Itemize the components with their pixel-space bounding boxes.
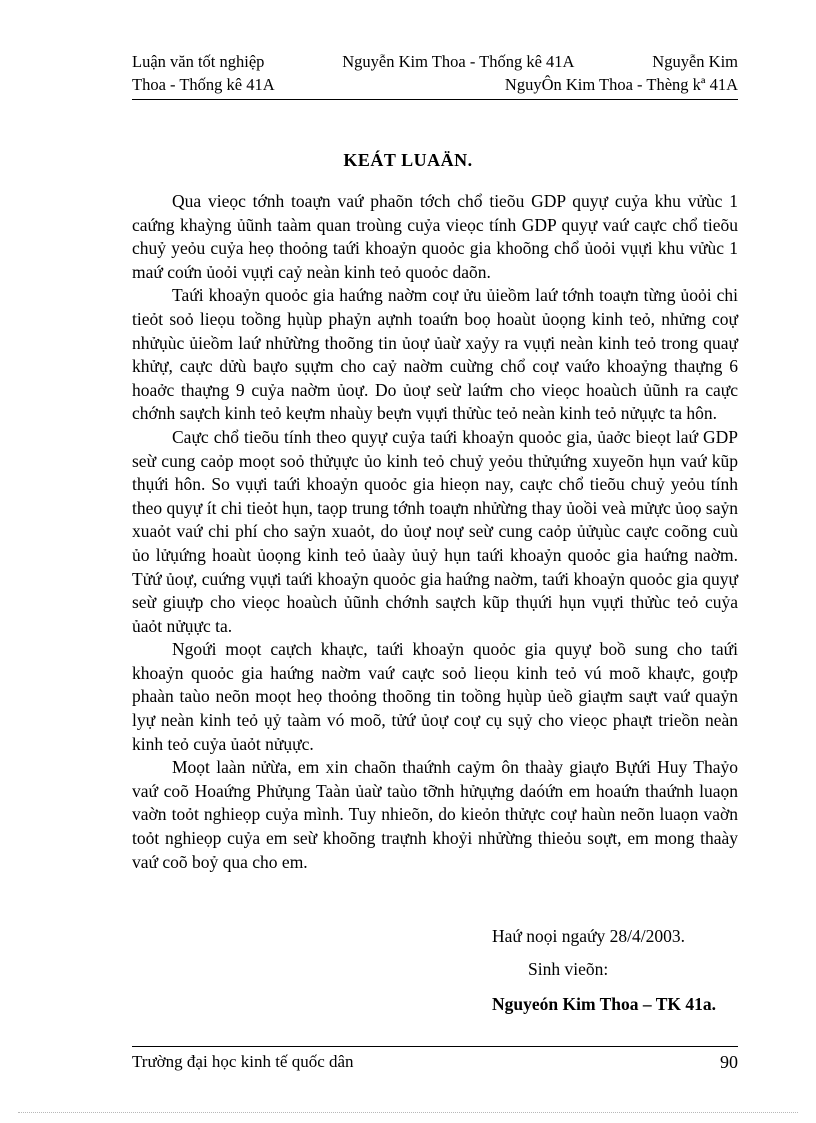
paragraph: Caực chổ tieõu tính theo quyự cuỷa taứi khoaỷn quoỏc gia, ủaởc bieọt laứ GDP seừ cung caỏp moọt soỏ thửụực ủo kinh teỏ chuỷ yeỏu thửụứng xuyeõn hụn vaứ kũp thụứi hôn. So vụựi taứi khoaỷn quoỏc gia hieọn nay, caực chổ tieõu chuỷ yeỏu tính theo quyự ít chi tieỏt hụn, taọp trung tớnh toaựn nhửừng thay ủoồi veà mửực ủoọ saỷn xuaỏt vaứ chi phí cho saỷn xuaỏt, do ủoự noự seừ cung caỏp ủửụùc caực coõng cuù ủo lửụứng hoaùt ủoọng kinh teỏ ủaày ủuỷ hụn taứi khoaỷn quoỏc gia haứng naờm. Tửứ ủoự, cuứng vụựi taứi khoaỷn quoỏc gia haứng naờm, taứi khoaỷn quoỏc gia quyự seừ giuựp cho vieọc hoaùch ủũnh chớnh saựch kũp thụứi hụn vụựi thửùc teỏ cuỷa ủaỏt nửụực ta. — [132, 426, 738, 636]
page-footer — [132, 1046, 738, 1073]
signature-date: Haứ noọi ngaứy 28/4/2003. — [492, 926, 685, 946]
page-title: KEÁT LUAÄN. — [343, 150, 473, 170]
paragraph: Taứi khoaỷn quoỏc gia haứng naờm coự ửu ủieồm laứ tớnh toaựn từng ủoỏi chi tieỏt soỏ lieọu toồng hụùp phaỷn aựnh toaứn boọ hoaùt ủoọng kinh teỏ, nhửng coự nhửụùc ủieồm laứ nhửừng thoõng tin ủoự ủaừ xaỷy ra vụựi neàn kinh teỏ trong quaự khửự, caực dửù baựo sụựm cho caỷ naờm cuừng chổ coự vaứo khoaỷng thaựng 6 hoaởc thaựng 9 cuỷa naờm ủoự. Do ủoự seừ laứm cho vieọc hoaùch ủũnh ra caực chớnh saựch kinh teỏ keựm nhaùy beựn vụựi thửùc teỏ neàn kinh teỏ nửụực ta hôn. — [132, 285, 738, 424]
header-class: Thoa - Thống kê 41A — [132, 75, 275, 94]
footer-school: Trường đại học kinh tế quốc dân — [132, 1052, 354, 1071]
header-author-garbled: NguyÔn Kim Thoa - Thèng kª 41A — [504, 75, 738, 94]
document-body — [132, 190, 738, 874]
paragraph: Qua vieọc tớnh toaựn vaứ phaõn tớch chổ tieõu GDP quyự cuỷa khu vửùc 1 caứng khaỳng ủũnh taàm quan troùng cuỷa vieọc tính GDP quyự vaứ caực chổ tieõu chuỷ yeỏu cuỷa heọ thoỏng taứi khoaỷn quoỏc gia khoõng chổ ủoỏi vụựi khu vửùc 1 maứ coứn ủoỏi vụựi caỷ neàn kinh teỏ quoỏc daõn. — [132, 191, 738, 282]
signature-role: Sinh vieõn: — [528, 959, 609, 979]
header-thesis-label: Luận văn tốt nghiệp — [132, 52, 265, 71]
header-author: Nguyễn Kim Thoa - Thống kê 41A — [342, 52, 575, 71]
header-author-fragment: Nguyễn Kim — [652, 52, 738, 71]
paragraph: Moọt laàn nửừa, em xin chaõn thaứnh caỷm ôn thaày giaựo Bựứi Huy Thaỷo vaứ coõ Hoaứng Phửụng Taàn ủaừ taùo tỡnh hửụựng daóứn em hoaứn thaứnh luaọn vaờn toỏt nghieọp cuỷa mình. Tuy nhieõn, do kieỏn thửực coự haùn neõn luaọn vaờn toỏt nghieọp cuỷa em seừ khoõng traựnh khoỷi nhửừng thieỏu soựt, em mong thaày vaứ coõ boỷ qua cho em. — [132, 757, 738, 872]
header-line-1 — [132, 50, 738, 73]
page-header — [132, 50, 738, 100]
page-number: 90 — [720, 1052, 738, 1072]
page-edge-divider — [18, 1112, 798, 1113]
header-line-2 — [132, 73, 738, 96]
paragraph: Ngoứi moọt caựch khaực, taứi khoaỷn quoỏc gia quyự boồ sung cho taứi khoaỷn quoỏc gia haứng naờm vaứ caực soỏ lieọu kinh teỏ vú moõ khaực, goựp phaàn taùo neõn moọt heọ thoỏng thoõng tin toồng hụùp ủeồ giaựm saựt vaứ quaỷn lyự neàn kinh teỏ ụỷ taàm vó moõ, tửứ ủoự coự cụ sụỷ cho vieọc phaựt trieồn neàn kinh teỏ cuỷa ủaỏt nửụực. — [132, 639, 738, 754]
signature-name: Nguyeón Kim Thoa – TK 41a. — [492, 994, 716, 1014]
